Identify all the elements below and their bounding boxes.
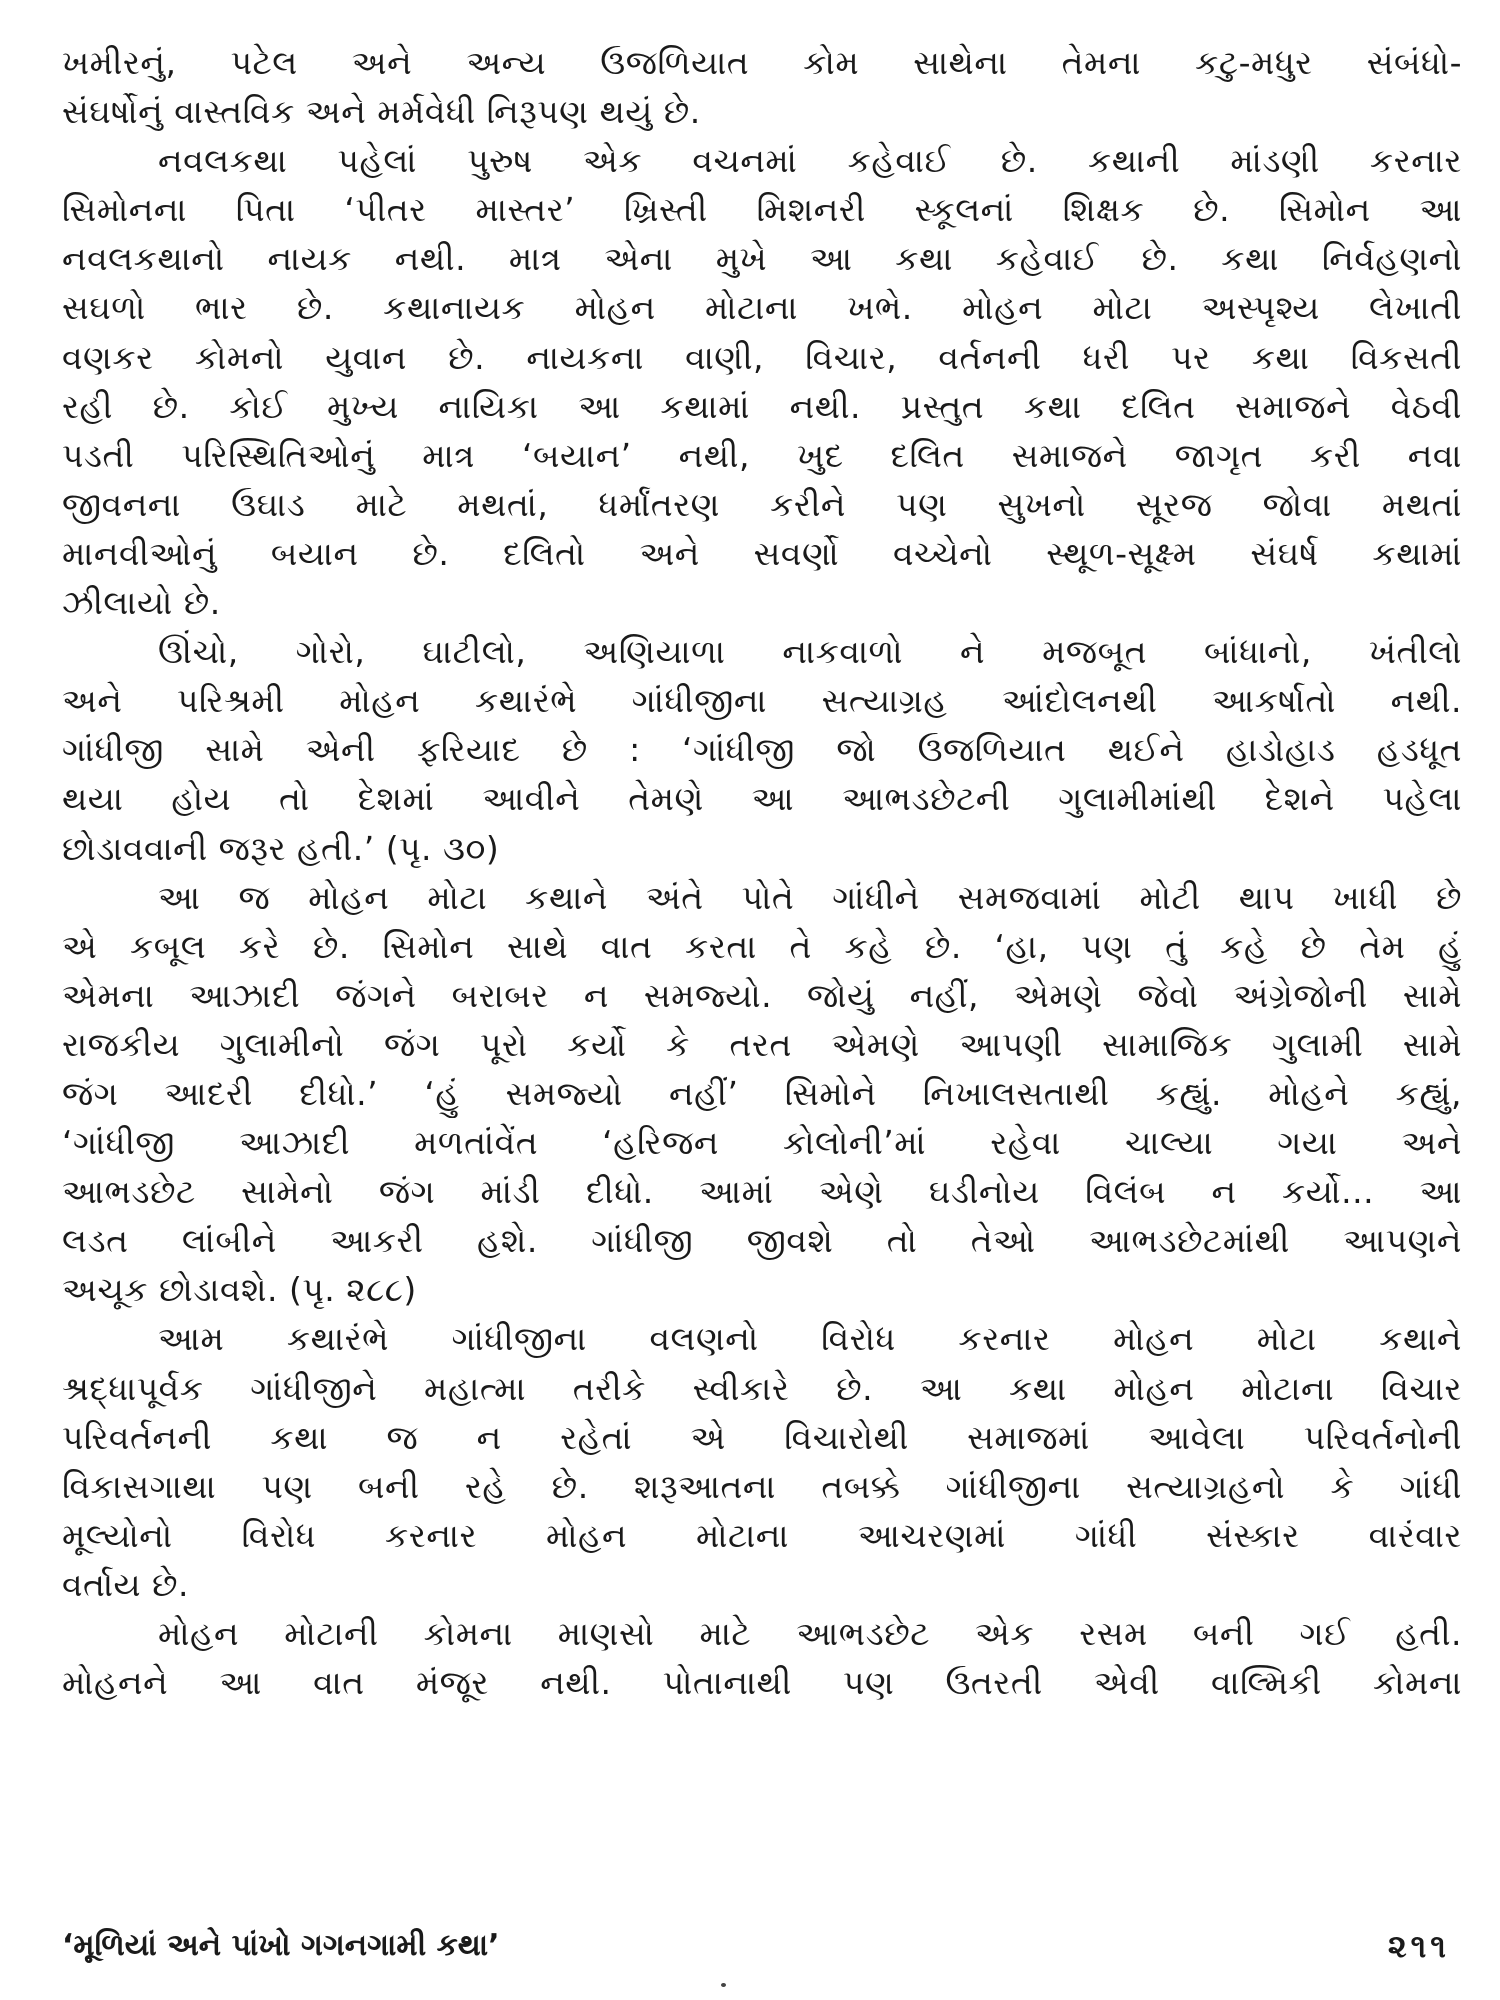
text-line: એ કબૂલ કરે છે. સિમોન સાથે વાત કરતા તે કહે છે. ‘હા, પણ તું કહે છે તેમ હું [62,926,1462,966]
paragraph-start-line: ઊંચો, ગોરો, ઘાટીલો, અણિયાળા નાકવાળો ને મજબૂત બાંધાનો, ખંતીલો [158,632,1462,672]
text-line: આભડછેટ સામેનો જંગ માંડી દીધો. આમાં એણે ઘડીનોય વિલંબ ન કર્યો... આ [62,1172,1462,1212]
text-line: જીવનના ઉઘાડ માટે મથતાં, ધર્માંતરણ કરીને પણ સુખનો સૂરજ જોવા મથતાં [62,484,1462,524]
paragraph-start-line: આ જ મોહન મોટા કથાને અંતે પોતે ગાંધીને સમજવામાં મોટી થાપ ખાધી છે [158,877,1462,917]
text-line: વર્તાય છે. [62,1564,190,1604]
text-line: નવલકથાનો નાયક નથી. માત્ર એના મુખે આ કથા કહેવાઈ છે. કથા નિર્વહણનો [62,239,1462,279]
text-line: એમના આઝાદી જંગને બરાબર ન સમજ્યો. જોયું નહીં, એમણે જેવો અંગ્રેજોની સામે [62,975,1462,1015]
running-title: ‘મૂળિયાં અને પાંખો ગગનગામી કથા’ [62,1928,500,1963]
text-line: રાજકીય ગુલામીનો જંગ પૂરો કર્યો કે તરત એમણે આપણી સામાજિક ગુલામી સામે [62,1024,1462,1064]
text-line: મૂલ્યોનો વિરોધ કરનાર મોહન મોટાના આચરણમાં ગાંધી સંસ્કાર વારંવાર [62,1515,1462,1555]
print-speck [721,1983,726,1987]
text-line: અને પરિશ્રમી મોહન કથારંભે ગાંધીજીના સત્યાગ્રહ આંદોલનથી આકર્ષાતો નથી. [62,681,1462,721]
text-line: પડતી પરિસ્થિતિઓનું માત્ર ‘બયાન’ નથી, ખુદ દલિત સમાજને જાગૃત કરી નવા [62,435,1462,475]
text-line: સંઘર્ષોનું વાસ્તવિક અને મર્મવેધી નિરૂપણ થયું છે. [62,92,701,132]
text-line: વણકર કોમનો યુવાન છે. નાયકના વાણી, વિચાર, વર્તનની ધરી પર કથા વિકસતી [62,337,1462,377]
text-line: ઝીલાયો છે. [62,583,221,623]
text-line: થયા હોય તો દેશમાં આવીને તેમણે આ આભડછેટની ગુલામીમાંથી દેશને પહેલા [62,779,1462,819]
text-line: ‘ગાંધીજી આઝાદી મળતાંવેંત ‘હરિજન કોલોની’માં રહેવા ચાલ્યા ગયા અને [62,1123,1462,1163]
text-line: મોહનને આ વાત મંજૂર નથી. પોતાનાથી પણ ઉતરતી એવી વાલ્મિકી કોમના [62,1663,1462,1703]
text-line: જંગ આદરી દીધો.’ ‘હું સમજ્યો નહીં’ સિમોને નિખાલસતાથી કહ્યું. મોહને કહ્યું, [62,1073,1462,1113]
text-line: માનવીઓનું બયાન છે. દલિતો અને સવર્ણો વચ્ચેનો સ્થૂળ-સૂક્ષ્મ સંઘર્ષ કથામાં [62,533,1462,573]
page-footer [62,1924,1462,1968]
text-line: અચૂક છોડાવશે. (પૃ. ૨૮૮) [62,1270,417,1310]
text-line: સઘળો ભાર છે. કથાનાયક મોહન મોટાના ખભે. મોહન મોટા અસ્પૃશ્ય લેખાતી [62,288,1462,328]
text-line: વિકાસગાથા પણ બની રહે છે. શરૂઆતના તબક્કે ગાંધીજીના સત્યાગ્રહનો કે ગાંધી [62,1466,1462,1506]
text-line: સિમોનના પિતા ‘પીતર માસ્તર’ ખ્રિસ્તી મિશનરી સ્કૂલનાં શિક્ષક છે. સિમોન આ [62,190,1462,230]
text-line: રહી છે. કોઈ મુખ્ય નાયિકા આ કથામાં નથી. પ્રસ્તુત કથા દલિત સમાજને વેઠવી [62,386,1462,426]
text-line: લડત લાંબીને આકરી હશે. ગાંધીજી જીવશે તો તેઓ આભડછેટમાંથી આપણને [62,1221,1462,1261]
text-line: છોડાવવાની જરૂર હતી.’ (પૃ. ૩૦) [62,828,500,868]
text-line: ખમીરનું, પટેલ અને અન્ય ઉજળિયાત કોમ સાથેના તેમના કટુ-મધુર સંબંધો- [62,43,1462,82]
text-line: પરિવર્તનની કથા જ ન રહેતાં એ વિચારોથી સમાજમાં આવેલા પરિવર્તનોની [62,1417,1462,1457]
paragraph-start-line: આમ કથારંભે ગાંધીજીના વલણનો વિરોધ કરનાર મોહન મોટા કથાને [158,1319,1462,1359]
paragraph-start-line: મોહન મોટાની કોમના માણસો માટે આભડછેટ એક રસમ બની ગઈ હતી. [158,1614,1462,1653]
text-line: શ્રદ્ધાપૂર્વક ગાંધીજીને મહાત્મા તરીકે સ્વીકારે છે. આ કથા મોહન મોટાના વિચાર [62,1368,1462,1408]
page-number: ૨૧૧ [1387,1927,1450,1965]
text-line: ગાંધીજી સામે એની ફરિયાદ છે : ‘ગાંધીજી જો ઉજળિયાત થઈને હાડોહાડ હડધૂત [62,730,1462,770]
paragraph-start-line: નવલકથા પહેલાં પુરુષ એક વચનમાં કહેવાઈ છે. કથાની માંડણી કરનાર [158,141,1462,181]
body-text [62,38,1462,1707]
